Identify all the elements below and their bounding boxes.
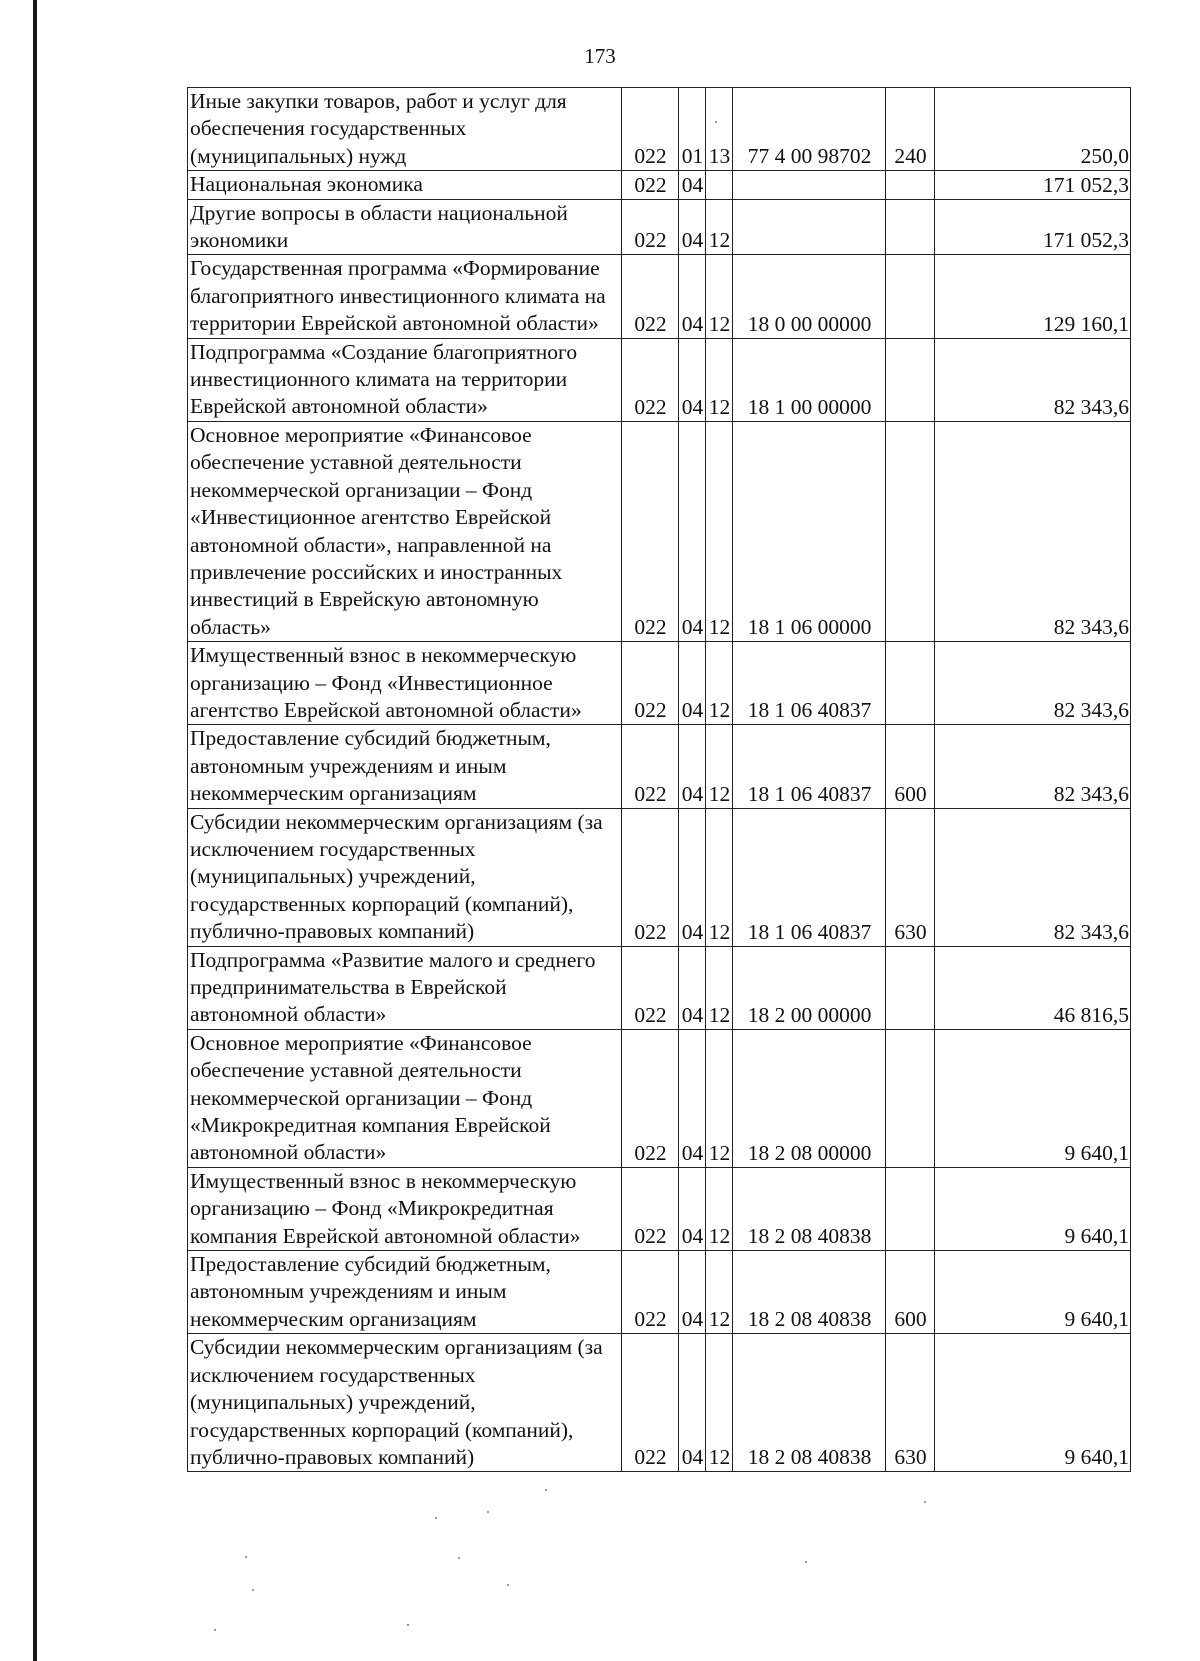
row-name: Субсидии некоммерческим организациям (за исключением государственных (муниципальных) учреждений, государственных корпораций (компаний), публично-правовых компаний) (188, 808, 622, 946)
target-article-code: 18 2 08 40838 (733, 1251, 886, 1334)
section-code: 04 (679, 338, 706, 421)
subsection-code: 12 (706, 1251, 733, 1334)
subsection-code: 12 (706, 199, 733, 255)
target-article-code (733, 171, 886, 199)
expense-type-code (886, 421, 935, 641)
amount: 9 640,1 (935, 1334, 1131, 1472)
target-article-code: 77 4 00 98702 (733, 88, 886, 171)
subsection-code: 12 (706, 808, 733, 946)
subsection-code: 12 (706, 1029, 733, 1167)
amount: 82 343,6 (935, 642, 1131, 725)
expense-type-code (886, 946, 935, 1029)
row-name: Предоставление субсидий бюджетным, автономным учреждениям и иным некоммерческим организациям (188, 1251, 622, 1334)
row-name: Имущественный взнос в некоммерческую организацию – Фонд «Микрокредитная компания Еврейской автономной области» (188, 1167, 622, 1250)
amount: 171 052,3 (935, 199, 1131, 255)
row-name: Основное мероприятие «Финансовое обеспечение уставной деятельности некоммерческой организации – Фонд «Микрокредитная компания Еврейской автономной области» (188, 1029, 622, 1167)
row-name: Другие вопросы в области национальной экономики (188, 199, 622, 255)
row-name: Предоставление субсидий бюджетным, автономным учреждениям и иным некоммерческим организациям (188, 725, 622, 808)
section-code: 04 (679, 1334, 706, 1472)
amount: 82 343,6 (935, 725, 1131, 808)
table-row (188, 946, 1131, 1029)
expense-type-code (886, 1029, 935, 1167)
section-code: 04 (679, 421, 706, 641)
table-row (188, 725, 1131, 808)
subsection-code: 12 (706, 421, 733, 641)
ministry-code: 022 (622, 199, 679, 255)
subsection-code: 12 (706, 1334, 733, 1472)
section-code: 04 (679, 725, 706, 808)
ministry-code: 022 (622, 725, 679, 808)
target-article-code: 18 0 00 00000 (733, 255, 886, 338)
section-code: 04 (679, 1251, 706, 1334)
row-name: Подпрограмма «Создание благоприятного инвестиционного климата на территории Еврейской автономной области» (188, 338, 622, 421)
expense-type-code (886, 338, 935, 421)
table-row (188, 1334, 1131, 1472)
table-row (188, 642, 1131, 725)
target-article-code: 18 1 06 00000 (733, 421, 886, 641)
subsection-code: 12 (706, 642, 733, 725)
section-code: 04 (679, 171, 706, 199)
section-code: 04 (679, 1167, 706, 1250)
target-article-code: 18 1 06 40837 (733, 725, 886, 808)
ministry-code: 022 (622, 1029, 679, 1167)
section-code: 04 (679, 199, 706, 255)
target-article-code: 18 1 00 00000 (733, 338, 886, 421)
amount: 129 160,1 (935, 255, 1131, 338)
table-row (188, 808, 1131, 946)
budget-table (187, 87, 1131, 1472)
section-code: 01 (679, 88, 706, 171)
section-code: 04 (679, 642, 706, 725)
expense-type-code: 600 (886, 725, 935, 808)
ministry-code: 022 (622, 1334, 679, 1472)
target-article-code: 18 2 08 40838 (733, 1334, 886, 1472)
ministry-code: 022 (622, 421, 679, 641)
expense-type-code (886, 255, 935, 338)
subsection-code: 12 (706, 725, 733, 808)
target-article-code: 18 1 06 40837 (733, 808, 886, 946)
row-name: Основное мероприятие «Финансовое обеспечение уставной деятельности некоммерческой организации – Фонд «Инвестиционное агентство Еврейской автономной области», направленной на привлечение российских и иностранных инвестиций в Еврейскую автономную область» (188, 421, 622, 641)
amount: 9 640,1 (935, 1251, 1131, 1334)
row-name: Государственная программа «Формирование благоприятного инвестиционного климата на территории Еврейской автономной области» (188, 255, 622, 338)
table-row (188, 1029, 1131, 1167)
row-name: Национальная экономика (188, 171, 622, 199)
ministry-code: 022 (622, 642, 679, 725)
target-article-code: 18 1 06 40837 (733, 642, 886, 725)
expense-type-code (886, 171, 935, 199)
amount: 82 343,6 (935, 338, 1131, 421)
subsection-code: 12 (706, 946, 733, 1029)
expense-type-code: 630 (886, 1334, 935, 1472)
ministry-code: 022 (622, 946, 679, 1029)
expense-type-code: 240 (886, 88, 935, 171)
expense-type-code (886, 1167, 935, 1250)
subsection-code: 12 (706, 1167, 733, 1250)
expense-type-code: 630 (886, 808, 935, 946)
target-article-code: 18 2 00 00000 (733, 946, 886, 1029)
row-name: Иные закупки товаров, работ и услуг для обеспечения государственных (муниципальных) нужд (188, 88, 622, 171)
amount: 171 052,3 (935, 171, 1131, 199)
ministry-code: 022 (622, 171, 679, 199)
row-name: Подпрограмма «Развитие малого и среднего предпринимательства в Еврейской автономной области» (188, 946, 622, 1029)
section-code: 04 (679, 808, 706, 946)
subsection-code: 12 (706, 255, 733, 338)
ministry-code: 022 (622, 808, 679, 946)
amount: 9 640,1 (935, 1029, 1131, 1167)
table-row (188, 1167, 1131, 1250)
table-row (188, 88, 1131, 171)
table-row (188, 1251, 1131, 1334)
target-article-code: 18 2 08 00000 (733, 1029, 886, 1167)
section-code: 04 (679, 946, 706, 1029)
amount: 9 640,1 (935, 1167, 1131, 1250)
subsection-code: 13 (706, 88, 733, 171)
table-row (188, 421, 1131, 641)
ministry-code: 022 (622, 255, 679, 338)
page-number: 173 (584, 44, 616, 68)
ministry-code: 022 (622, 338, 679, 421)
section-code: 04 (679, 255, 706, 338)
expense-type-code (886, 642, 935, 725)
table-row (188, 255, 1131, 338)
subsection-code (706, 171, 733, 199)
amount: 46 816,5 (935, 946, 1131, 1029)
table-row (188, 171, 1131, 199)
ministry-code: 022 (622, 1251, 679, 1334)
amount: 82 343,6 (935, 421, 1131, 641)
table-row (188, 338, 1131, 421)
amount: 250,0 (935, 88, 1131, 171)
target-article-code: 18 2 08 40838 (733, 1167, 886, 1250)
ministry-code: 022 (622, 88, 679, 171)
table-row (188, 199, 1131, 255)
scan-edge-line (33, 0, 37, 1661)
expense-type-code (886, 199, 935, 255)
row-name: Субсидии некоммерческим организациям (за исключением государственных (муниципальных) учреждений, государственных корпораций (компаний), публично-правовых компаний) (188, 1334, 622, 1472)
amount: 82 343,6 (935, 808, 1131, 946)
target-article-code (733, 199, 886, 255)
section-code: 04 (679, 1029, 706, 1167)
expense-type-code: 600 (886, 1251, 935, 1334)
subsection-code: 12 (706, 338, 733, 421)
ministry-code: 022 (622, 1167, 679, 1250)
row-name: Имущественный взнос в некоммерческую организацию – Фонд «Инвестиционное агентство Еврейской автономной области» (188, 642, 622, 725)
